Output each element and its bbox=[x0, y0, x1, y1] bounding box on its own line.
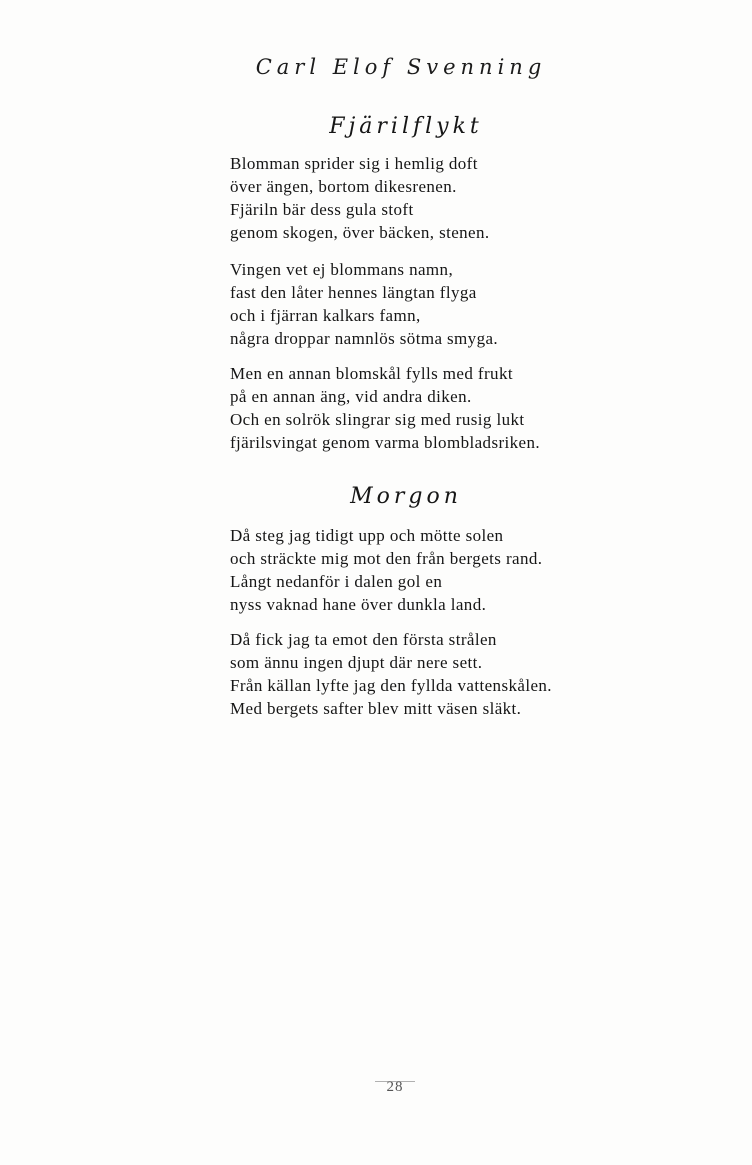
verse-line: som ännu ingen djupt där nere sett. bbox=[230, 653, 483, 672]
verse-line: Fjäriln bär dess gula stoft bbox=[230, 200, 414, 219]
verse-line: Med bergets safter blev mitt väsen släkt. bbox=[230, 699, 522, 718]
verse-line: några droppar namnlös sötma smyga. bbox=[230, 329, 499, 348]
verse-line: fjärilsvingat genom varma blombladsriken. bbox=[230, 433, 541, 452]
verse-line: och sträckte mig mot den från bergets rand. bbox=[230, 549, 543, 568]
poem-title: Morgon bbox=[350, 484, 462, 509]
verse-line: Vingen vet ej blommans namn, bbox=[230, 260, 454, 279]
poem-stanza bbox=[230, 258, 700, 350]
verse-line: Och en solrök slingrar sig med rusig lukt bbox=[230, 410, 525, 429]
verse-line: fast den låter hennes längtan flyga bbox=[230, 283, 477, 302]
poem-stanza bbox=[230, 362, 700, 454]
poem-stanza bbox=[230, 524, 700, 616]
verse-line: Då steg jag tidigt upp och mötte solen bbox=[230, 526, 504, 545]
page-number: 28 bbox=[386, 1079, 404, 1095]
verse-line: Från källan lyfte jag den fyllda vattenskålen. bbox=[230, 676, 552, 695]
poem-stanza bbox=[230, 152, 700, 244]
poem-title: Fjärilflykt bbox=[329, 114, 483, 139]
verse-line: på en annan äng, vid andra diken. bbox=[230, 387, 472, 406]
verse-line: och i fjärran kalkars famn, bbox=[230, 306, 421, 325]
author-name: Carl Elof Svenning bbox=[255, 55, 547, 79]
verse-line: nyss vaknad hane över dunkla land. bbox=[230, 595, 487, 614]
poem-stanza bbox=[230, 628, 700, 720]
verse-line: Då fick jag ta emot den första strålen bbox=[230, 630, 497, 649]
verse-line: över ängen, bortom dikesrenen. bbox=[230, 177, 457, 196]
verse-line: Blomman sprider sig i hemlig doft bbox=[230, 154, 478, 173]
verse-line: Men en annan blomskål fylls med frukt bbox=[230, 364, 513, 383]
verse-line: Långt nedanför i dalen gol en bbox=[230, 572, 443, 591]
verse-line: genom skogen, över bäcken, stenen. bbox=[230, 223, 490, 242]
